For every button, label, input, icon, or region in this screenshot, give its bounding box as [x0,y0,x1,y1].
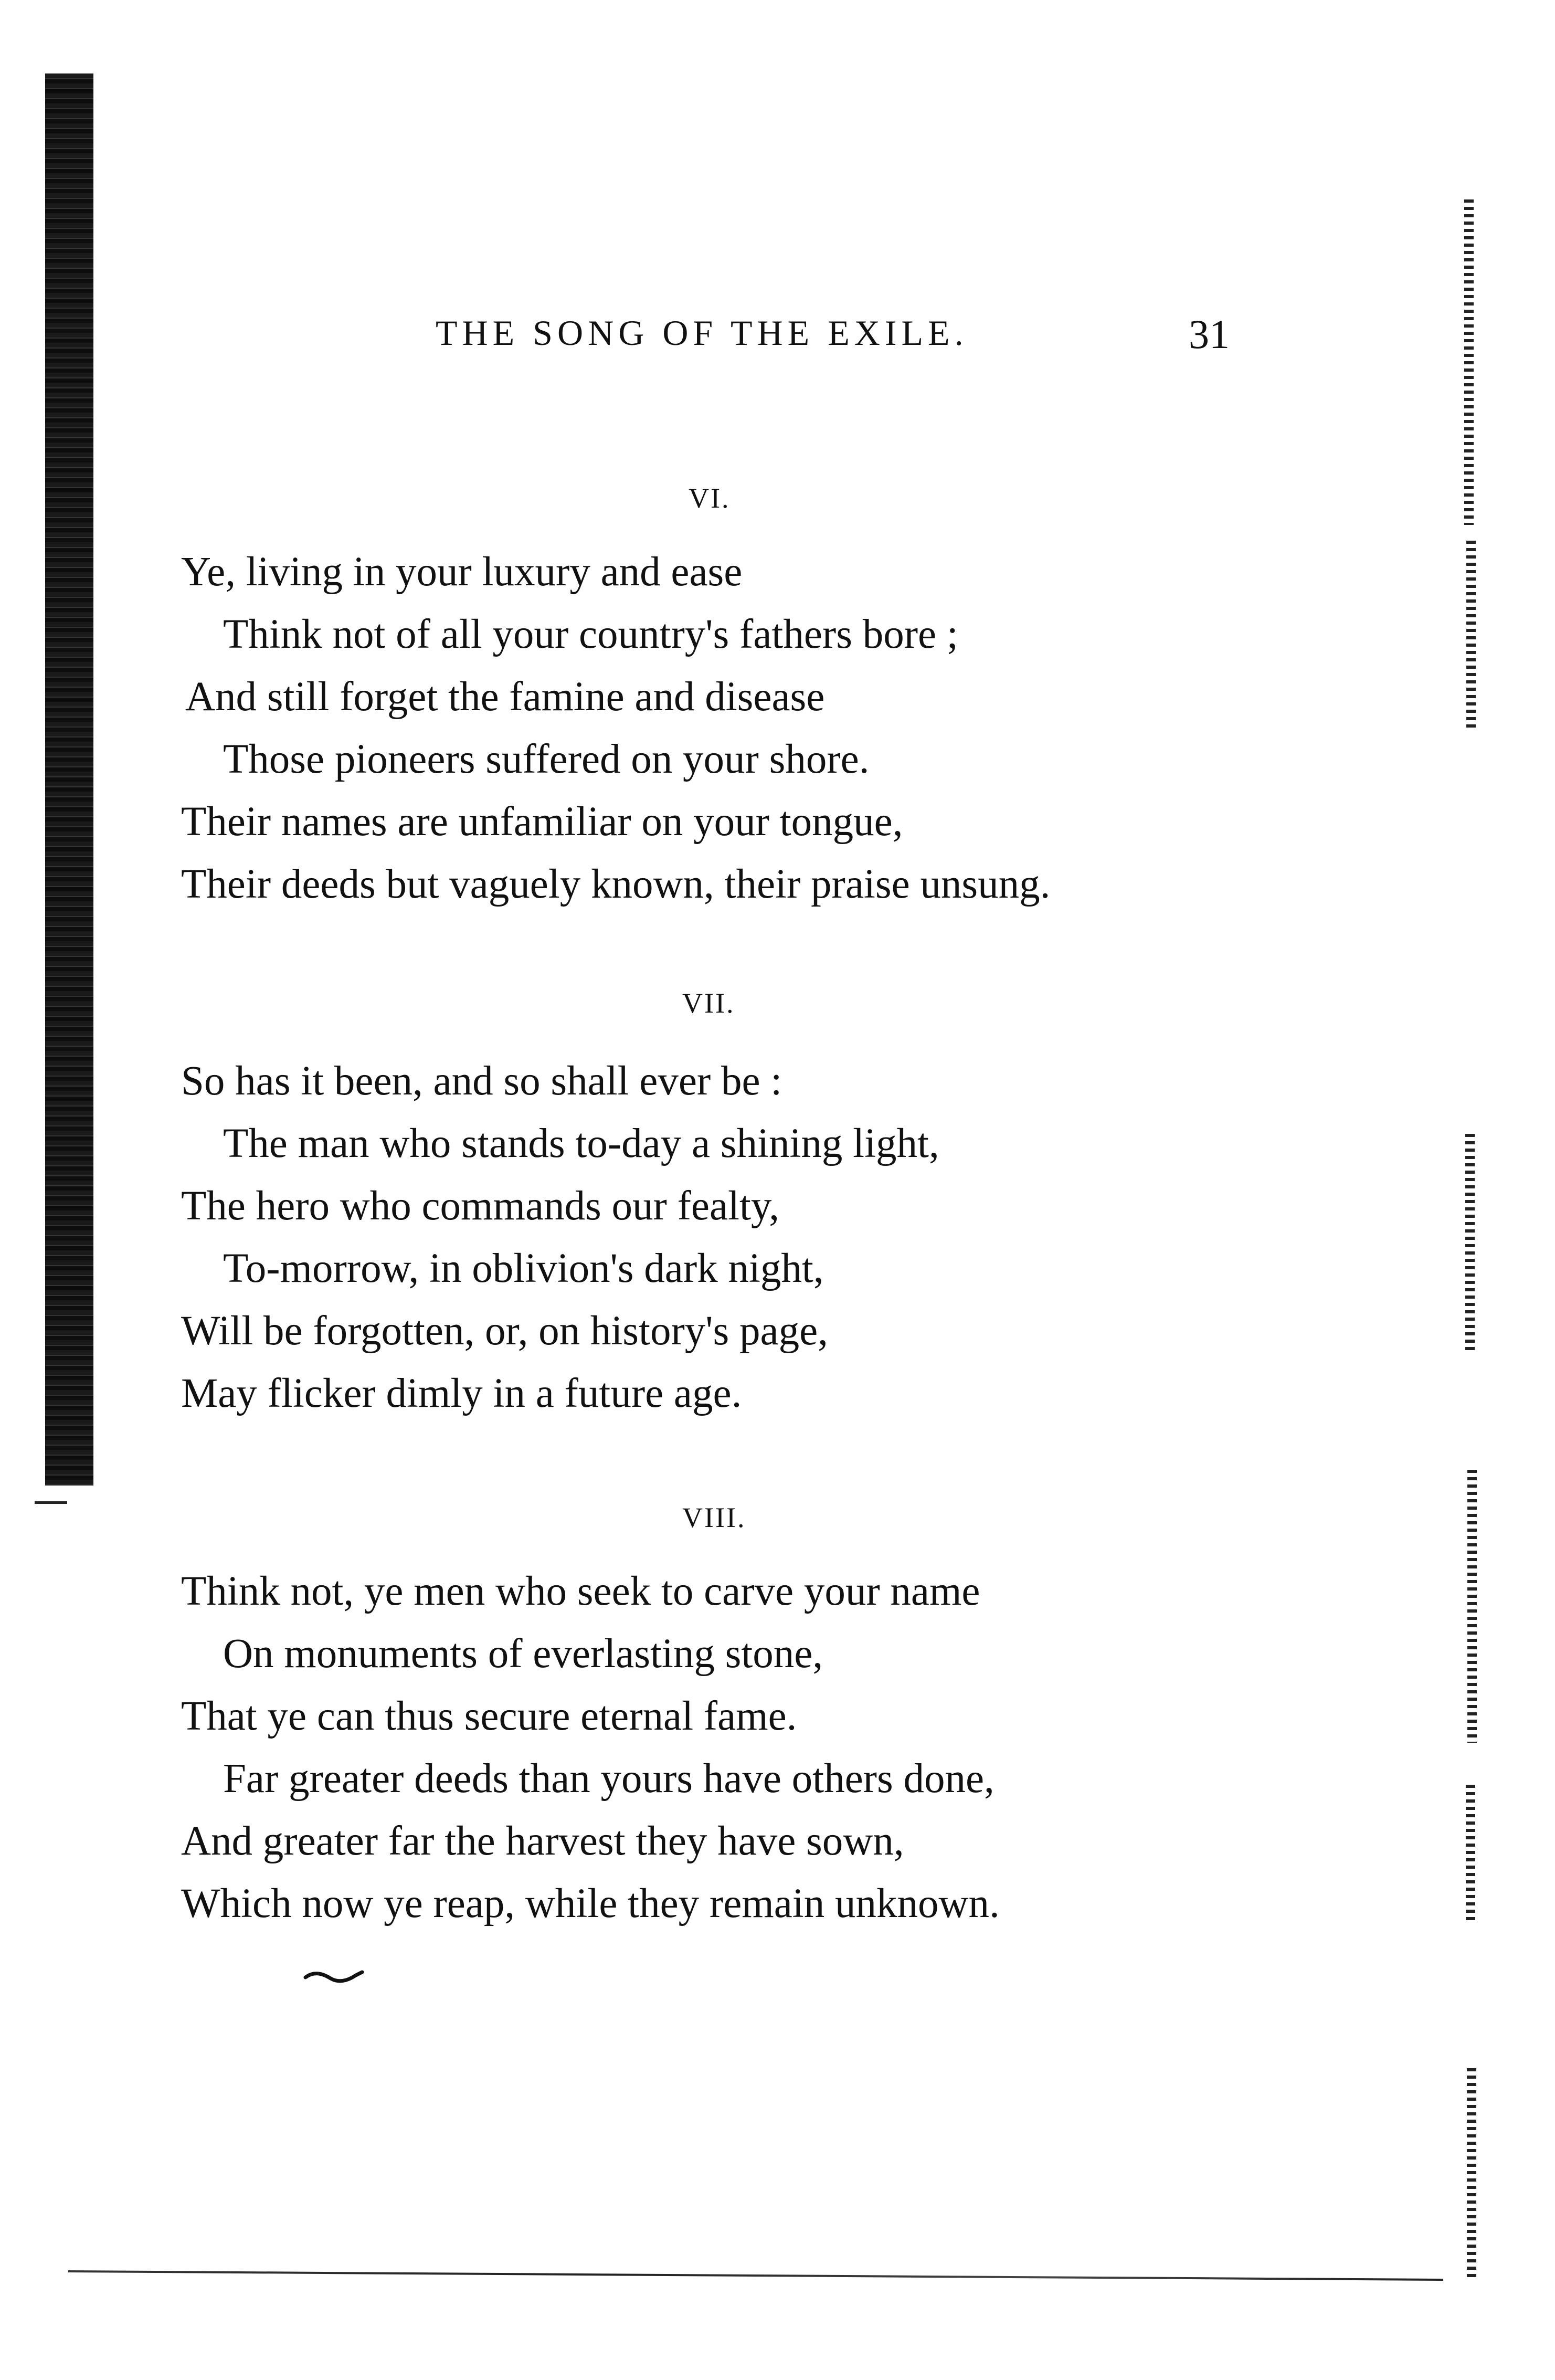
verse-line: Ye, living in your luxury and ease [181,549,743,595]
verse-line: So has it been, and so shall ever be : [181,1058,782,1104]
running-head-title: THE SONG OF THE EXILE. [436,313,968,353]
stanza-number-viii: VIII. [682,1502,746,1533]
binding-edge [45,73,93,1486]
stanza-number-vi: VI. [689,482,731,514]
verse-line: On monuments of everlasting stone, [223,1631,823,1677]
tailpiece-squiggle-icon [303,1966,366,1987]
verse-line: May flicker dimly in a future age. [181,1371,742,1416]
verse-line: Think not of all your country's fathers bore ; [223,612,958,657]
verse-line: Think not, ye men who seek to carve your name [181,1568,980,1614]
stanza-number-vii: VII. [682,987,735,1019]
verse-line: That ye can thus secure eternal fame. [181,1693,797,1739]
page-number: 31 [1189,311,1230,357]
verse-line: Which now ye reap, while they remain unknown. [181,1881,1000,1926]
verse-line: The hero who commands our fealty, [181,1183,780,1229]
verse-line: The man who stands to-day a shining light, [223,1121,939,1166]
verse-line: Their names are unfamiliar on your tongue, [181,799,903,845]
bottom-rule [68,2270,1443,2281]
verse-line: Will be forgotten, or, on history's page, [181,1308,828,1354]
verse-line: Those pioneers suffered on your shore. [223,736,870,782]
binding-tick-mark [35,1501,67,1504]
right-page-edge-noise [1464,199,1496,2299]
verse-line: To-morrow, in oblivion's dark night, [223,1246,824,1291]
verse-line: And still forget the famine and disease [185,674,825,720]
verse-line: Far greater deeds than yours have others done, [223,1756,995,1802]
verse-line: And greater far the harvest they have sown, [181,1818,904,1864]
verse-line: Their deeds but vaguely known, their praise unsung. [181,861,1051,907]
